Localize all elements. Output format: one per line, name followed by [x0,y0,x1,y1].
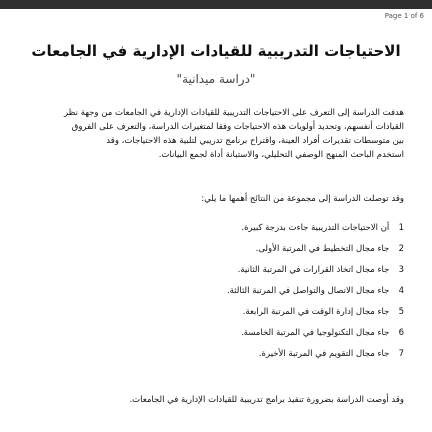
intro-line: هدفت الدراسة إلى التعرف على الاحتياجات التدريبية للقيادات الإدارية في الجامعات من وجهة نظر [63,108,404,118]
intro-line: بين متوسطات تقديرات أفراد العينة، واقتراح برنامج تدريبي لتلبية هذه الاحتياجات، وقد [106,136,404,146]
list-item [28,260,404,281]
intro-line: القيادات أنفسهم، وتحديد أولويات هذه الاحتياجات وفقا لمتغيرات الدراسة، والتعرف على الفروق [71,122,404,132]
closing-paragraph: وقد أوصت الدراسة بضرورة تنفيذ برامج تدريبية للقيادات الإدارية في الجامعات. [129,395,404,405]
list-item-text: جاء مجال اتخاذ القرارات في المرتبة الثانية. [237,265,390,275]
list-item [28,302,404,323]
intro-line: استخدم الباحث المنهج الوصفي التحليلي، والاستبانة أداة لجمع البيانات. [158,150,404,160]
list-item-number: 6 [398,328,404,338]
list-item [28,218,404,239]
findings-list [28,218,404,365]
list-item-number: 4 [398,286,404,296]
list-item [28,323,404,344]
findings-intro: وقد توصلت الدراسة إلى مجموعة من النتائج أهمها ما يلي: [201,194,404,204]
top-bar [0,0,432,9]
list-item [28,344,404,365]
list-item-number: 3 [398,265,404,275]
list-item-number: 1 [398,223,404,233]
list-item-text: جاء مجال الاتصال والتواصل في المرتبة الثالثة. [226,286,390,296]
page-number: Page 1 of 6 [384,12,424,20]
list-item-text: جاء مجال التقويم في المرتبة الأخيرة. [258,349,390,359]
list-item-number: 7 [398,349,404,359]
document-title: الاحتياجات التدريبية للقيادات الإدارية في الجامعات [31,42,401,60]
list-item [28,281,404,302]
list-item-text: جاء مجال إدارة الوقت في المرتبة الرابعة. [242,307,390,317]
list-item-text: جاء مجال التكنولوجيا في المرتبة الخامسة. [240,328,390,338]
list-item-number: 5 [398,307,404,317]
list-item-number: 2 [398,244,404,254]
document-subtitle: "دراسة ميدانية" [176,72,256,86]
list-item [28,239,404,260]
list-item-text: جاء مجال التخطيط في المرتبة الأولى. [255,244,390,254]
intro-paragraph [28,106,404,162]
list-item-text: أن الاحتياجات التدريبية جاءت بدرجة كبيرة. [241,223,390,233]
